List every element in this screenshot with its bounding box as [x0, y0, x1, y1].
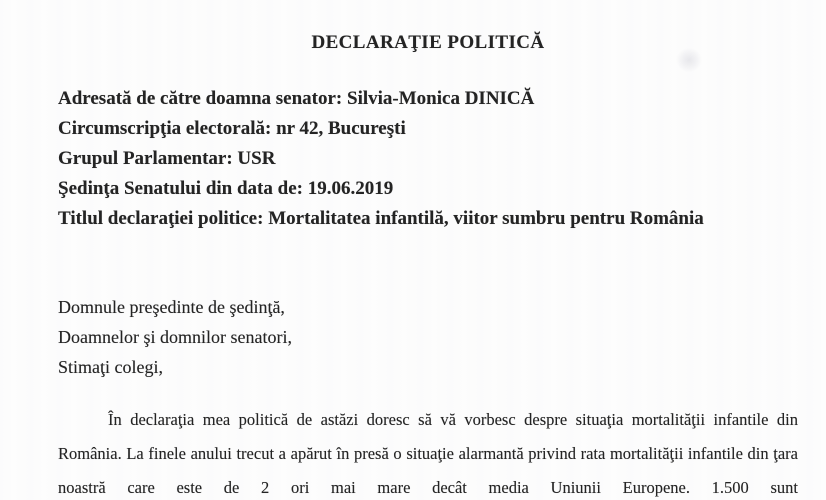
body-paragraph: În declaraţia mea politică de astăzi doresc să vă vorbesc despre situaţia mortalităţii infantile din România. La finele anului trecut a apărut în presă o situaţie alarmantă privind rata mortalităţii infantile din ţara noastră care este de 2 ori mai mare decât media Uniunii Europene. 1.500 sunt: [58, 410, 798, 497]
salutation-colleagues: Stimaţi colegi,: [58, 357, 163, 377]
metadata-constituency: Circumscripţia electorală: nr 42, Bucureşti: [58, 118, 406, 139]
metadata-session-date: Şedinţa Senatului din data de: 19.06.2019: [58, 178, 394, 199]
salutation-block: [58, 292, 798, 382]
salutation-president: Domnule preşedinte de şedinţă,: [58, 297, 285, 317]
metadata-declaration-title: Titlul declaraţiei politice: Mortalitatea infantilă, viitor sumbru pentru România: [58, 208, 704, 229]
body-block: [58, 403, 798, 500]
metadata-addressed-by: Adresată de către doamna senator: Silvia-Monica DINICĂ: [58, 88, 535, 109]
document-title: DECLARAŢIE POLITICĂ: [311, 32, 545, 53]
salutation-senators: Doamnelor şi domnilor senatori,: [58, 327, 292, 347]
metadata-block: [58, 84, 798, 234]
metadata-parliamentary-group: Grupul Parlamentar: USR: [58, 148, 276, 169]
